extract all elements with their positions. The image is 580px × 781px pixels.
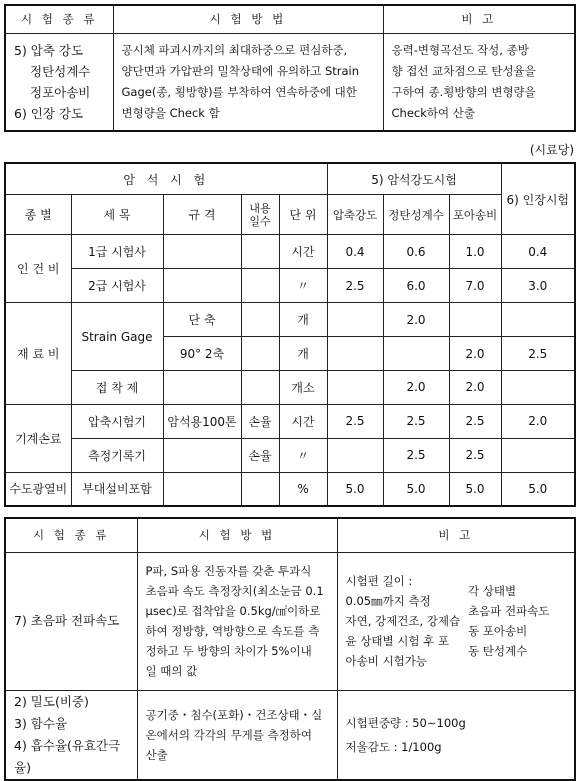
table-row: [5, 235, 575, 269]
value-cell: 2.5: [449, 438, 501, 472]
col-days: 내용 일수: [241, 195, 279, 235]
col-elastic: 정탄성계수: [383, 195, 449, 235]
table-row: [5, 303, 575, 337]
value-cell: 7.0: [449, 269, 501, 303]
value-cell: 0.4: [501, 235, 575, 269]
value-cell: 2.5: [327, 404, 383, 438]
header-remarks: 비 고: [383, 5, 575, 33]
value-cell: 5.0: [383, 472, 449, 506]
item-recorder: 측정기록기: [71, 438, 163, 472]
remark-text: 시험편 길이 : 0.05㎜까지 측정 자연, 강제건조, 강제습 윤 상태별 시험 후 포 아송비 시험가능: [337, 552, 465, 690]
value-cell: [383, 337, 449, 371]
unit-cell: 개: [279, 303, 327, 337]
spec-cell: 단 축: [163, 303, 241, 337]
remark-text: 응력-변형곡선도 작성, 종방 향 접선 교차점으로 탄성율을 구하여 종.횡방향의 변형량을 Check하여 산출: [383, 33, 575, 131]
table-row: [5, 438, 575, 472]
unit-cell: 개: [279, 337, 327, 371]
value-cell: 2.5: [501, 337, 575, 371]
value-cell: [501, 303, 575, 337]
spec-cell: 90° 2축: [163, 337, 241, 371]
kind-machine: 기계손료: [5, 404, 71, 472]
value-cell: 2.0: [449, 337, 501, 371]
value-cell: 5.0: [449, 472, 501, 506]
group-tension-test: 6) 인장시험: [501, 163, 575, 235]
item-labor-1: 1급 시험사: [71, 235, 163, 269]
value-cell: 0.4: [327, 235, 383, 269]
value-cell: 2.0: [501, 404, 575, 438]
test-type-cell: [5, 690, 137, 780]
value-cell: [501, 438, 575, 472]
value-cell: 5.0: [501, 472, 575, 506]
value-cell: [501, 370, 575, 404]
col-kind: 종 별: [5, 195, 71, 235]
value-cell: 2.5: [449, 404, 501, 438]
header-test-method: 시 험 방 법: [113, 5, 383, 33]
value-cell: [327, 337, 383, 371]
value-cell: [327, 303, 383, 337]
col-spec: 규 격: [163, 195, 241, 235]
unit-cell: %: [279, 472, 327, 506]
value-cell: 3.0: [501, 269, 575, 303]
table-row: [5, 472, 575, 506]
cost-table: [4, 162, 576, 507]
col-poisson: 포아송비: [449, 195, 501, 235]
group-strength-test: 5) 암석강도시험: [327, 163, 501, 195]
spec-cell: 암석용100톤: [163, 404, 241, 438]
table-row: [5, 370, 575, 404]
table-row: [5, 404, 575, 438]
value-cell: [327, 438, 383, 472]
item-utility: 부대설비포함: [71, 472, 163, 506]
value-cell: 6.0: [383, 269, 449, 303]
days-cell: 손율: [241, 438, 279, 472]
remark-text-b: 각 상태별 초음파 전파속도 동 포아송비 동 탄성계수: [465, 552, 575, 690]
test-item-density: 2) 밀도(비중): [14, 693, 89, 709]
item-glue: 접 착 제: [71, 370, 163, 404]
test-method-text: 공시체 파괴시까지의 최대하중으로 편심하중, 양단면과 가압판의 밀착상태에 유의하고 Strain Gage(종, 횡방향)를 부착하여 연속하중에 대한 변형량을 Check 함: [113, 33, 383, 131]
value-cell: 0.6: [383, 235, 449, 269]
value-cell: 5.0: [327, 472, 383, 506]
remark-text: 시험편중량 : 50∼100g 저울감도 : 1/100g: [337, 690, 575, 780]
header-test-type: 시 험 종 류: [5, 518, 137, 552]
value-cell: 2.0: [449, 370, 501, 404]
test-item-ultrasonic: 7) 초음파 전파속도: [5, 552, 137, 690]
col-item: 세 목: [71, 195, 163, 235]
col-unit: 단 위: [279, 195, 327, 235]
unit-note: (시료당): [529, 143, 574, 157]
test-item-poisson: 정포아송비: [30, 84, 91, 100]
header-test-type: 시 험 종 류: [5, 5, 113, 33]
value-cell: [327, 370, 383, 404]
table-row: [5, 269, 575, 303]
value-cell: 2.5: [383, 404, 449, 438]
test-method-table-2: [4, 517, 576, 781]
test-item-tension: 6) 인장 강도: [14, 105, 84, 121]
kind-material: 재 료 비: [5, 303, 71, 405]
unit-cell: 시간: [279, 235, 327, 269]
col-compression: 압축강도: [327, 195, 383, 235]
group-rock-test: 암 석 시 험: [5, 163, 327, 195]
unit-cell: 개소: [279, 370, 327, 404]
test-method-text: P파, S파용 진동자를 갖춘 투과식 초음파 속도 측정장치(최소눈금 0.1 μsec)로 접착압을 0.5kg/㎠이하로 하여 정방향, 역방향으로 속도를 측 정하고 두 방향의 차이가 5%이내 일 때의 값: [137, 552, 337, 690]
days-cell: 손율: [241, 404, 279, 438]
kind-labor: 인 건 비: [5, 235, 71, 303]
test-method-text: 공기중・침수(포화)・건조상태・실 온에서의 각각의 무게를 측정하여 산출: [137, 690, 337, 780]
test-item-moisture: 3) 함수율: [14, 715, 68, 731]
unit-cell: 시간: [279, 404, 327, 438]
value-cell: 2.0: [383, 370, 449, 404]
value-cell: [449, 303, 501, 337]
item-labor-2: 2급 시험사: [71, 269, 163, 303]
unit-cell: 〃: [279, 269, 327, 303]
value-cell: 1.0: [449, 235, 501, 269]
test-method-table-1: [4, 4, 576, 132]
value-cell: 2.0: [383, 303, 449, 337]
unit-cell: 〃: [279, 438, 327, 472]
kind-utility: 수도광열비: [5, 472, 71, 506]
header-remarks: 비 고: [337, 518, 575, 552]
test-item-compression: 5) 압축 강도: [14, 42, 84, 58]
item-press: 압축시험기: [71, 404, 163, 438]
value-cell: 2.5: [383, 438, 449, 472]
test-type-cell: [5, 33, 113, 131]
header-test-method: 시 험 방 법: [137, 518, 337, 552]
test-item-absorption: 4) 흡수율(유효간극율): [14, 737, 121, 775]
test-item-elastic: 정탄성계수: [30, 63, 91, 79]
value-cell: 2.5: [327, 269, 383, 303]
item-strain-gage: Strain Gage: [71, 303, 163, 371]
